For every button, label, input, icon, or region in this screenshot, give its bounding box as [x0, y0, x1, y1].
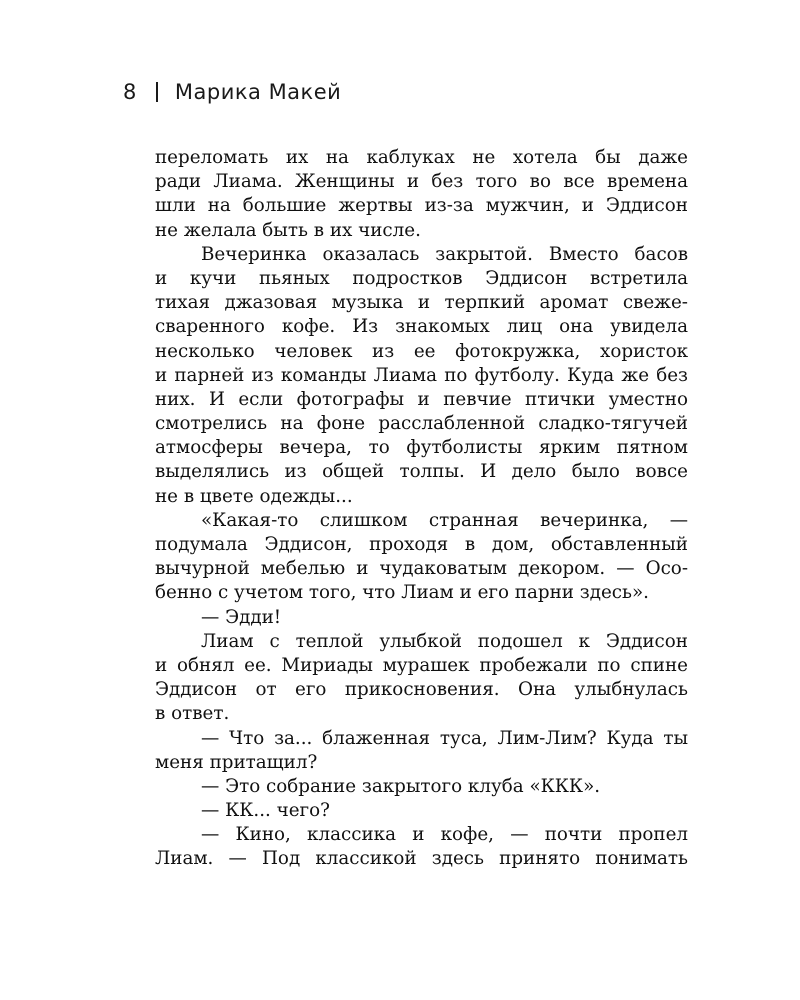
text-line: меня притащил? [155, 751, 318, 773]
page-number: 8 [123, 80, 137, 104]
body-text [155, 146, 688, 872]
text-line: Лиам с теплой улыбкой подошел к Эддисон [201, 630, 688, 652]
text-line: шли на большие жертвы из-за мужчин, и Эддисон [155, 195, 688, 217]
text-line: бенно с учетом того, что Лиам и его парни здесь». [155, 582, 649, 604]
header-separator [156, 82, 158, 102]
text-line: атмосферы вечера, то футболисты ярким пятном [155, 437, 688, 459]
text-line: тихая джазовая музыка и терпкий аромат свеже- [155, 292, 688, 314]
text-line: не в цвете одежды... [155, 485, 353, 507]
text-line: подумала Эддисон, проходя в дом, обставленный [155, 534, 688, 555]
text-line: — Кино, классика и кофе, — почти пропел [201, 824, 688, 846]
text-line: — Эдди! [201, 606, 282, 628]
text-line: Вечеринка оказалась закрытой. Вместо басов [201, 243, 688, 265]
text-line: них. И если фотографы и певчие птички уместно [155, 388, 688, 410]
text-line: смотрелись на фоне расслабленной сладко-тягучей [155, 413, 688, 435]
text-line: Эддисон от его прикосновения. Она улыбнулась [155, 679, 688, 701]
text-line: несколько человек из ее фотокружка, хористок [155, 340, 688, 362]
text-line: и обнял ее. Мириады мурашек пробежали по спине [155, 654, 688, 676]
text-line: ради Лиама. Женщины и без того во все времена [155, 171, 688, 193]
text-line: и парней из команды Лиама по футболу. Куда же без [155, 364, 688, 386]
text-line: переломать их на каблуках не хотела бы даже [155, 147, 688, 168]
text-line: и кучи пьяных подростков Эддисон встретила [155, 267, 688, 289]
text-line: «Какая-то слишком странная вечеринка, — [201, 509, 688, 531]
text-line: — КК... чего? [201, 800, 330, 822]
text-line: Лиам. — Под классикой здесь принято понимать [155, 848, 688, 870]
text-line: сваренного кофе. Из знакомых лиц она увидела [155, 316, 688, 338]
text-line: — Что за... блаженная туса, Лим-Лим? Куда ты [201, 727, 688, 749]
text-line: в ответ. [155, 703, 230, 725]
running-header [123, 80, 341, 104]
text-line: не желала быть в их числе. [155, 219, 421, 241]
text-line: вычурной мебелью и чудаковатым декором. — Осо- [155, 558, 688, 580]
author-name: Марика Макей [174, 80, 342, 104]
text-line: — Это собрание закрытого клуба «ККК». [201, 775, 601, 797]
text-line: выделялись из общей толпы. И дело было вовсе [155, 461, 688, 483]
